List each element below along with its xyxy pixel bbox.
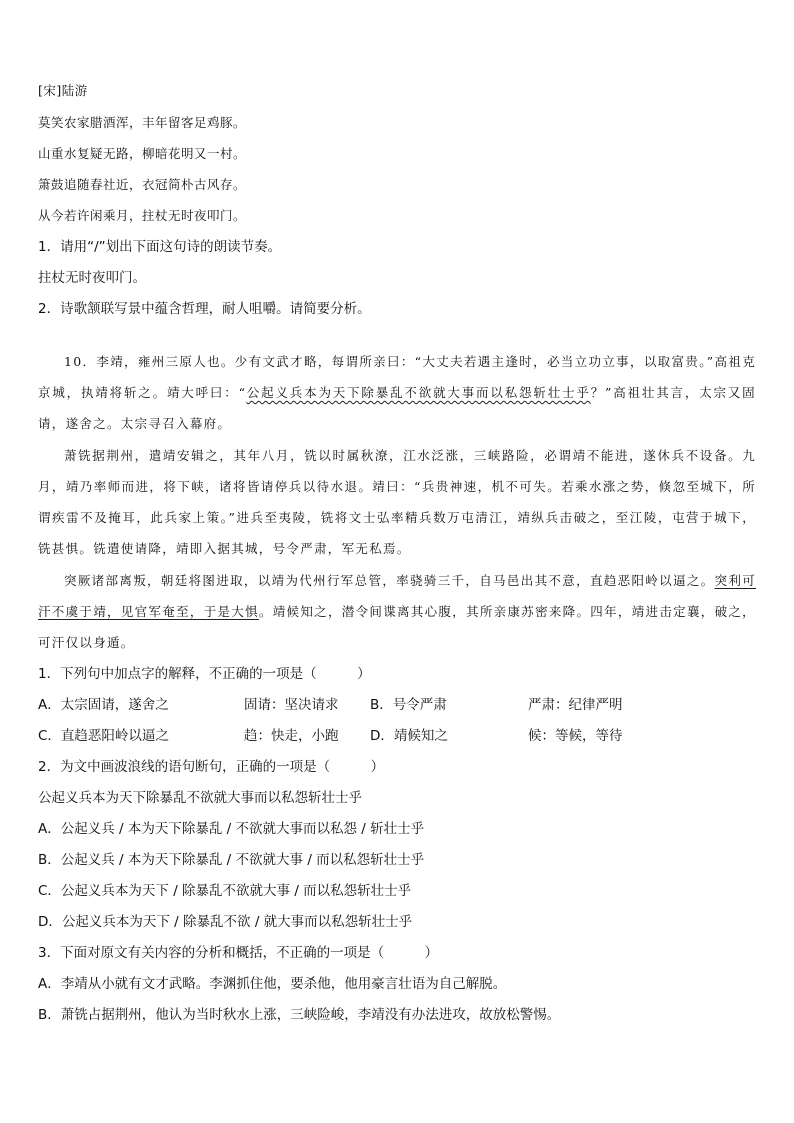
wavy-underlined-sentence: 公起义兵本为天下除暴乱不欲就大事而以私怨斩壮士乎 xyxy=(246,385,591,400)
q3-option-a: A．李靖从小就有文才武略。李渊抓住他，要杀他，他用豪言壮语为自己解脱。 xyxy=(38,976,507,992)
question-1-stem: 1．下列句中加点字的解释，不正确的一项是（ ） xyxy=(38,666,371,682)
poem-line-4: 从今若许闲乘月，拄杖无时夜叩门。 xyxy=(38,208,247,223)
question-2-sentence: 公起义兵本为天下除暴乱不欲就大事而以私怨斩壮士乎 xyxy=(38,790,362,806)
q2-option-b: B．公起义兵 / 本为天下除暴乱 / 不欲就大事 / 而以私怨斩壮士乎 xyxy=(38,852,425,868)
passage-paragraph-3 xyxy=(38,565,756,658)
poem-author: [宋]陆游 xyxy=(38,83,88,98)
q1-option-c-gloss: 趋：快走，小跑 xyxy=(244,728,339,744)
poem-line-2: 山重水复疑无路，柳暗花明又一村。 xyxy=(38,146,247,161)
poem-line-3: 箫鼓追随春社近，衣冠简朴古风存。 xyxy=(38,177,247,192)
poem-question-2: 2．诗歌颔联写景中蕴含哲理，耐人咀嚼。请简要分析。 xyxy=(38,301,371,317)
q1-option-d: D．靖候知之 xyxy=(370,728,448,744)
passage-p1-start: 10．李靖，雍州三原人也。少有文武才略，每谓所亲曰：“大丈夫若遇主逢时，必当立功立事，以取富贵。”高祖克京城，执靖将斩之。靖大呼曰：“ xyxy=(38,354,756,400)
passage-p1-end: ？”高祖壮其言，太宗又固请，遂舍之。太宗寻召入幕府。 xyxy=(38,385,756,431)
underlined-sentence: 突利可汗不虞于靖，见官军奄至，于是大惧 xyxy=(38,573,756,619)
q3-option-b: B．萧铣占据荆州，他认为当时秋水上涨，三峡险峻，李靖没有办法进攻，故放松警惕。 xyxy=(38,1007,561,1023)
q2-option-c: C．公起义兵本为天下 / 除暴乱不欲就大事 / 而以私怨斩壮士乎 xyxy=(38,883,412,899)
q2-option-d: D．公起义兵本为天下 / 除暴乱不欲 / 就大事而以私怨斩壮士乎 xyxy=(38,914,413,930)
poem-question-1: 1．请用“/”划出下面这句诗的朗读节奏。 xyxy=(38,239,282,255)
q1-option-a-gloss: 固请：坚决请求 xyxy=(244,697,339,713)
q1-option-d-gloss: 候：等候，等待 xyxy=(528,728,623,744)
passage-p3-start: 突厥诸部离叛，朝廷将图进取，以靖为代州行军总管，率骁骑三千，自马邑出其不意，直趋恶阳岭以逼之。 xyxy=(64,573,715,588)
question-3-stem: 3．下面对原文有关内容的分析和概括，不正确的一项是（ ） xyxy=(38,945,439,961)
q1-option-a: A．太宗固请，遂舍之 xyxy=(38,697,169,713)
q1-option-b-gloss: 严肃：纪律严明 xyxy=(528,697,623,713)
question-2-stem: 2．为文中画波浪线的语句断句，正确的一项是（ ） xyxy=(38,759,385,775)
poem-line-1: 莫笑农家腊酒浑，丰年留客足鸡豚。 xyxy=(38,115,247,130)
q2-option-a: A．公起义兵 / 本为天下除暴乱 / 不欲就大事而以私怨 / 斩壮士乎 xyxy=(38,821,425,837)
q1-option-c: C．直趋恶阳岭以逼之 xyxy=(38,728,169,744)
passage-paragraph-1 xyxy=(38,346,756,439)
passage-p3-end: 。靖候知之，潜令间谍离其心腹，其所亲康苏密来降。四年，靖进击定襄，破之，可汗仅以身遁。 xyxy=(38,604,756,650)
q1-option-b: B．号令严肃 xyxy=(370,697,447,713)
poem-question-1-line: 拄杖无时夜叩门。 xyxy=(38,270,146,286)
passage-paragraph-2: 萧铣据荆州，遣靖安辑之，其年八月，铣以时属秋潦，江水泛涨，三峡路险，必谓靖不能进，遂休兵不设备。九月，靖乃率师而进，将下峡，诸将皆请停兵以待水退。靖曰：“兵贵神速，机不可失。若乘水涨之势，倏忽至城下，所谓疾雷不及掩耳，此兵家上策。”进兵至夷陵，铣将文士弘率精兵数万屯清江，靖纵兵击破之，至江陵，屯营于城下，铣甚惧。铣遣使请降，靖即入据其城，号令严肃，军无私焉。 xyxy=(38,448,756,556)
